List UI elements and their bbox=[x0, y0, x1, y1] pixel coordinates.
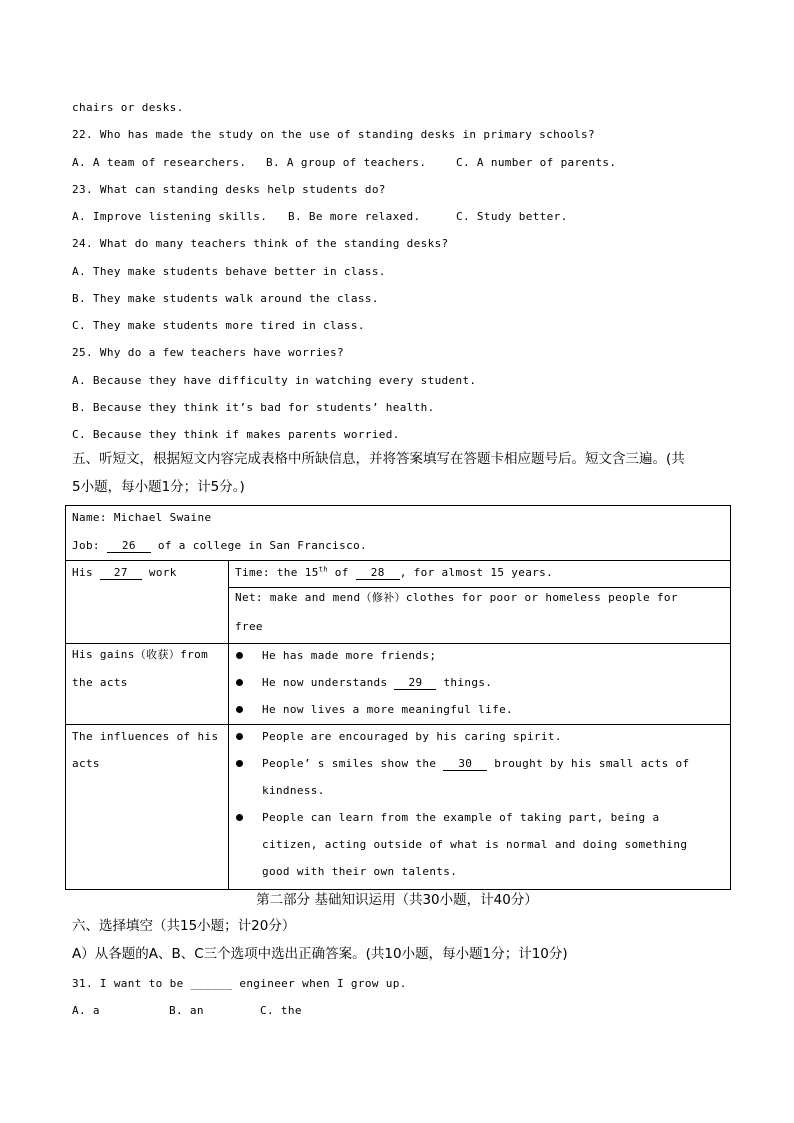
question-24-option-a: A. They make students behave better in class. bbox=[72, 265, 386, 278]
question-23-option-c: C. Study better. bbox=[456, 210, 568, 223]
question-23: 23. What can standing desks help students do? bbox=[72, 183, 386, 196]
work-label-prefix: His bbox=[72, 566, 100, 579]
influences-label-cell bbox=[66, 725, 229, 890]
question-22-option-c: C. A number of parents. bbox=[456, 156, 617, 169]
section-6-subheading: A）从各题的A、B、C三个选项中选出正确答案。(共10小题，每小题1分；计10分) bbox=[72, 946, 568, 962]
influence-3-cont2: good with their own talents. bbox=[262, 865, 458, 878]
question-22-option-b: B. A group of teachers. bbox=[266, 156, 427, 169]
blank-29: 29 bbox=[394, 676, 436, 690]
influence-3: People can learn from the example of taking part, being a bbox=[262, 811, 660, 824]
influence-3-cont: citizen, acting outside of what is normal and doing something bbox=[262, 838, 688, 851]
blank-26: 26 bbox=[107, 539, 151, 553]
net-line-cont: free bbox=[235, 620, 263, 633]
question-31-option-b: B. an bbox=[169, 1004, 204, 1017]
time-superscript: th bbox=[318, 565, 328, 574]
question-25-option-a: A. Because they have difficulty in watching every student. bbox=[72, 374, 477, 387]
gain-3: He now lives a more meaningful life. bbox=[262, 703, 514, 716]
question-25: 25. Why do a few teachers have worries? bbox=[72, 346, 344, 359]
job-prefix: Job: bbox=[72, 539, 107, 552]
part-2-title: 第二部分 基础知识运用（共30小题，计40分） bbox=[256, 892, 538, 908]
time-line bbox=[235, 565, 553, 581]
job-suffix: of a college in San Francisco. bbox=[150, 539, 368, 552]
gains-label-cont: the acts bbox=[72, 676, 128, 689]
name-job-cell bbox=[66, 506, 731, 561]
question-25-option-c: C. Because they think if makes parents worried. bbox=[72, 428, 400, 441]
question-21-tail: chairs or desks. bbox=[72, 101, 184, 114]
influences-label-cont: acts bbox=[72, 757, 100, 770]
question-22: 22. Who has made the study on the use of standing desks in primary schools? bbox=[72, 128, 595, 141]
job-line bbox=[72, 538, 367, 554]
influences-label: The influences of his bbox=[72, 730, 219, 743]
influence-2 bbox=[262, 756, 690, 772]
bullet-icon bbox=[236, 760, 243, 767]
work-label-cell bbox=[66, 561, 229, 644]
gain-2-prefix: He now understands bbox=[262, 676, 395, 689]
info-table bbox=[65, 505, 731, 890]
bullet-icon bbox=[236, 679, 243, 686]
gain-2 bbox=[262, 675, 492, 691]
work-label bbox=[72, 565, 177, 581]
time-prefix: Time: the 15 bbox=[235, 566, 319, 579]
time-mid: of bbox=[327, 566, 356, 579]
influence-2-prefix: People’ s smiles show the bbox=[262, 757, 444, 770]
blank-28: 28 bbox=[356, 566, 400, 580]
question-23-option-b: B. Be more relaxed. bbox=[288, 210, 421, 223]
bullet-icon bbox=[236, 652, 243, 659]
question-24-option-c: C. They make students more tired in class. bbox=[72, 319, 365, 332]
question-31-option-c: C. the bbox=[260, 1004, 302, 1017]
name-line: Name: Michael Swaine bbox=[72, 511, 212, 524]
influence-2-suffix: brought by his small acts of bbox=[487, 757, 690, 770]
question-24: 24. What do many teachers think of the standing desks? bbox=[72, 237, 449, 250]
blank-27: 27 bbox=[100, 566, 142, 580]
influence-1: People are encouraged by his caring spirit. bbox=[262, 730, 562, 743]
section-6-heading: 六、选择填空（共15小题；计20分） bbox=[72, 918, 296, 934]
bullet-icon bbox=[236, 733, 243, 740]
influence-2-cont: kindness. bbox=[262, 784, 325, 797]
influences-cell bbox=[229, 725, 731, 890]
question-25-option-b: B. Because they think it’s bad for students’ health. bbox=[72, 401, 435, 414]
time-suffix: , for almost 15 years. bbox=[399, 566, 554, 579]
section-5-heading: 五、听短文，根据短文内容完成表格中所缺信息，并将答案填写在答题卡相应题号后。短文含三遍。(共 bbox=[72, 451, 685, 467]
bullet-icon bbox=[236, 814, 243, 821]
gains-label-cell bbox=[66, 644, 229, 725]
gains-label: His gains（收获）from bbox=[72, 648, 209, 661]
gains-cell bbox=[229, 644, 731, 725]
question-22-option-a: A. A team of researchers. bbox=[72, 156, 247, 169]
net-line: Net: make and mend（修补）clothes for poor or homeless people for bbox=[235, 591, 678, 604]
question-23-option-a: A. Improve listening skills. bbox=[72, 210, 268, 223]
net-cell bbox=[229, 588, 731, 644]
question-24-option-b: B. They make students walk around the class. bbox=[72, 292, 379, 305]
bullet-icon bbox=[236, 706, 243, 713]
work-label-suffix: work bbox=[141, 566, 177, 579]
gain-2-suffix: things. bbox=[436, 676, 493, 689]
question-31: 31. I want to be ______ engineer when I grow up. bbox=[72, 977, 407, 990]
question-31-option-a: A. a bbox=[72, 1004, 100, 1017]
blank-30: 30 bbox=[443, 757, 487, 771]
gain-1: He has made more friends; bbox=[262, 649, 437, 662]
time-cell bbox=[229, 561, 731, 588]
section-5-heading-cont: 5小题，每小题1分；计5分。) bbox=[72, 479, 245, 495]
